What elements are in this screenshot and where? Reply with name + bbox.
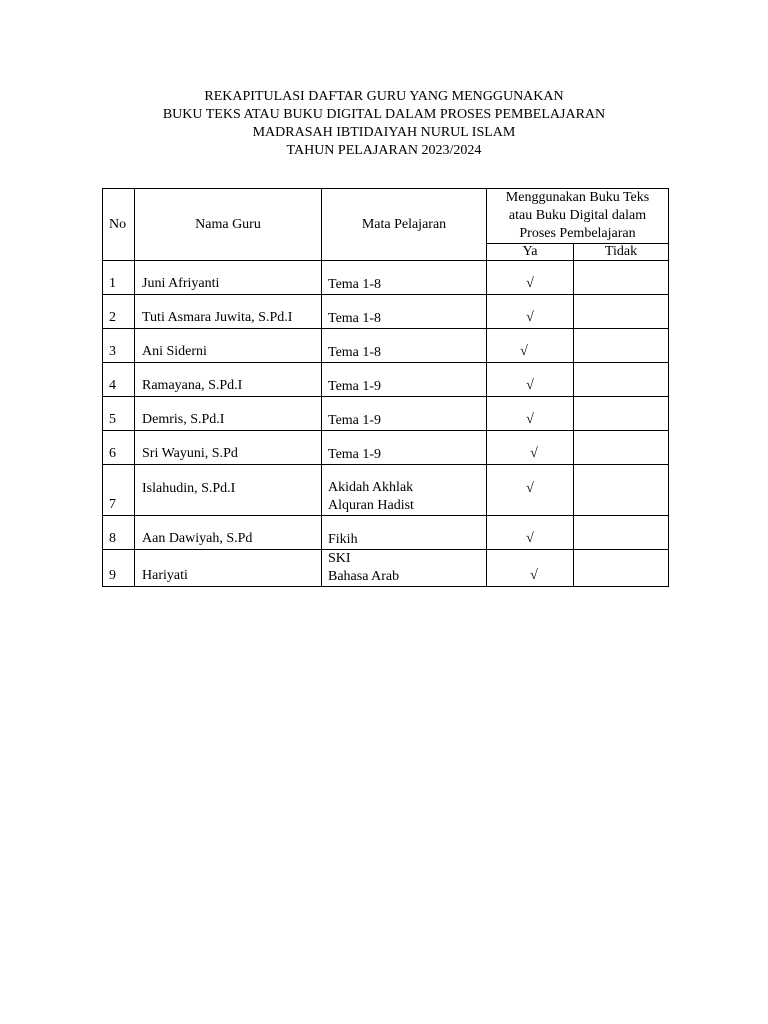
row-no-text: 3 xyxy=(109,344,116,359)
row-ya xyxy=(487,397,574,431)
row-no xyxy=(103,397,135,431)
row-ya xyxy=(487,431,574,465)
row-ya xyxy=(487,465,574,516)
check-icon: √ xyxy=(526,378,534,393)
header-ya: Ya xyxy=(487,244,574,261)
header-tidak: Tidak xyxy=(574,244,669,261)
row-mata-pelajaran-line: Akidah Akhlak xyxy=(328,480,414,495)
row-nama-guru-text: Aan Dawiyah, S.Pd xyxy=(142,531,253,546)
row-nama-guru-text: Ramayana, S.Pd.I xyxy=(142,378,243,393)
row-nama-guru xyxy=(135,261,322,295)
row-tidak xyxy=(574,329,669,363)
table-row xyxy=(103,550,669,587)
row-nama-guru-text: Tuti Asmara Juwita, S.Pd.I xyxy=(142,310,293,325)
row-ya xyxy=(487,329,574,363)
row-tidak xyxy=(574,261,669,295)
row-no xyxy=(103,295,135,329)
header-group-line-2: atau Buku Digital dalam xyxy=(508,208,647,223)
title-line-3: MADRASAH IBTIDAIYAH NURUL ISLAM xyxy=(252,125,516,140)
row-nama-guru xyxy=(135,295,322,329)
row-nama-guru-text: Ani Siderni xyxy=(142,344,207,359)
table-row xyxy=(103,295,669,329)
header-mata-pelajaran: Mata Pelajaran xyxy=(322,189,487,261)
title-line-4: TAHUN PELAJARAN 2023/2024 xyxy=(286,143,482,158)
row-no xyxy=(103,465,135,516)
header-penggunaan-buku xyxy=(487,189,669,244)
header-nama-guru: Nama Guru xyxy=(135,189,322,261)
row-nama-guru xyxy=(135,431,322,465)
row-no-text: 2 xyxy=(109,310,116,325)
row-no xyxy=(103,550,135,587)
row-no-text: 4 xyxy=(109,378,116,393)
title-line-1: REKAPITULASI DAFTAR GURU YANG MENGGUNAKAN xyxy=(204,89,564,104)
check-icon: √ xyxy=(526,412,534,427)
row-mata-pelajaran-line: Tema 1-8 xyxy=(328,311,382,326)
row-ya xyxy=(487,295,574,329)
table-row xyxy=(103,261,669,295)
row-no-text: 5 xyxy=(109,412,116,427)
row-tidak xyxy=(574,431,669,465)
row-nama-guru xyxy=(135,329,322,363)
row-mata-pelajaran-line: Tema 1-9 xyxy=(328,413,382,428)
row-ya xyxy=(487,550,574,587)
header-no: No xyxy=(103,189,135,261)
row-nama-guru xyxy=(135,397,322,431)
row-tidak xyxy=(574,465,669,516)
row-mata-pelajaran xyxy=(322,431,487,465)
row-nama-guru-text: Juni Afriyanti xyxy=(142,276,220,291)
table-row xyxy=(103,431,669,465)
check-icon: √ xyxy=(526,531,534,546)
row-mata-pelajaran xyxy=(322,261,487,295)
title-line-2: BUKU TEKS ATAU BUKU DIGITAL DALAM PROSES PEMBELAJARAN xyxy=(162,107,606,122)
row-mata-pelajaran-line: Tema 1-9 xyxy=(328,447,382,462)
row-no-text: 7 xyxy=(109,497,116,512)
row-nama-guru xyxy=(135,363,322,397)
row-no xyxy=(103,516,135,550)
row-mata-pelajaran-line: Tema 1-9 xyxy=(328,379,382,394)
row-no xyxy=(103,329,135,363)
row-mata-pelajaran xyxy=(322,550,487,587)
row-mata-pelajaran xyxy=(322,516,487,550)
row-no-text: 9 xyxy=(109,568,116,583)
row-ya xyxy=(487,363,574,397)
row-no-text: 6 xyxy=(109,446,116,461)
document-title xyxy=(0,88,768,160)
row-nama-guru-text: Demris, S.Pd.I xyxy=(142,412,225,427)
row-tidak xyxy=(574,516,669,550)
check-icon: √ xyxy=(530,568,538,583)
table-row xyxy=(103,465,669,516)
teacher-recap-table xyxy=(102,188,669,587)
row-nama-guru xyxy=(135,465,322,516)
check-icon: √ xyxy=(526,310,534,325)
row-no-text: 1 xyxy=(109,276,116,291)
row-no xyxy=(103,363,135,397)
row-ya xyxy=(487,516,574,550)
row-no xyxy=(103,431,135,465)
row-mata-pelajaran-line: Alquran Hadist xyxy=(328,498,414,513)
row-ya xyxy=(487,261,574,295)
table-row xyxy=(103,329,669,363)
row-nama-guru-text: Sri Wayuni, S.Pd xyxy=(142,446,238,461)
row-mata-pelajaran-line: Tema 1-8 xyxy=(328,345,382,360)
row-mata-pelajaran xyxy=(322,397,487,431)
row-tidak-text xyxy=(574,585,668,586)
row-nama-guru xyxy=(135,550,322,587)
row-mata-pelajaran xyxy=(322,363,487,397)
row-tidak xyxy=(574,550,669,587)
row-mata-pelajaran-line: SKI xyxy=(328,551,351,566)
row-mata-pelajaran-line: Tema 1-8 xyxy=(328,277,382,292)
check-icon: √ xyxy=(530,446,538,461)
row-nama-guru xyxy=(135,516,322,550)
header-group-line-1: Menggunakan Buku Teks xyxy=(505,190,650,205)
check-icon: √ xyxy=(526,481,534,496)
table-row xyxy=(103,363,669,397)
check-icon: √ xyxy=(520,344,528,359)
row-tidak xyxy=(574,295,669,329)
row-mata-pelajaran xyxy=(322,295,487,329)
table-row xyxy=(103,397,669,431)
row-nama-guru-text: Islahudin, S.Pd.I xyxy=(142,481,236,496)
row-tidak xyxy=(574,363,669,397)
header-group-line-3: Proses Pembelajaran xyxy=(519,226,636,241)
check-icon: √ xyxy=(526,276,534,291)
table-row xyxy=(103,516,669,550)
row-mata-pelajaran xyxy=(322,329,487,363)
row-no xyxy=(103,261,135,295)
row-no-text: 8 xyxy=(109,531,116,546)
row-mata-pelajaran-line: Fikih xyxy=(328,532,358,547)
row-tidak xyxy=(574,397,669,431)
row-nama-guru-text: Hariyati xyxy=(142,568,188,583)
row-mata-pelajaran-line: Bahasa Arab xyxy=(328,569,400,584)
row-mata-pelajaran xyxy=(322,465,487,516)
